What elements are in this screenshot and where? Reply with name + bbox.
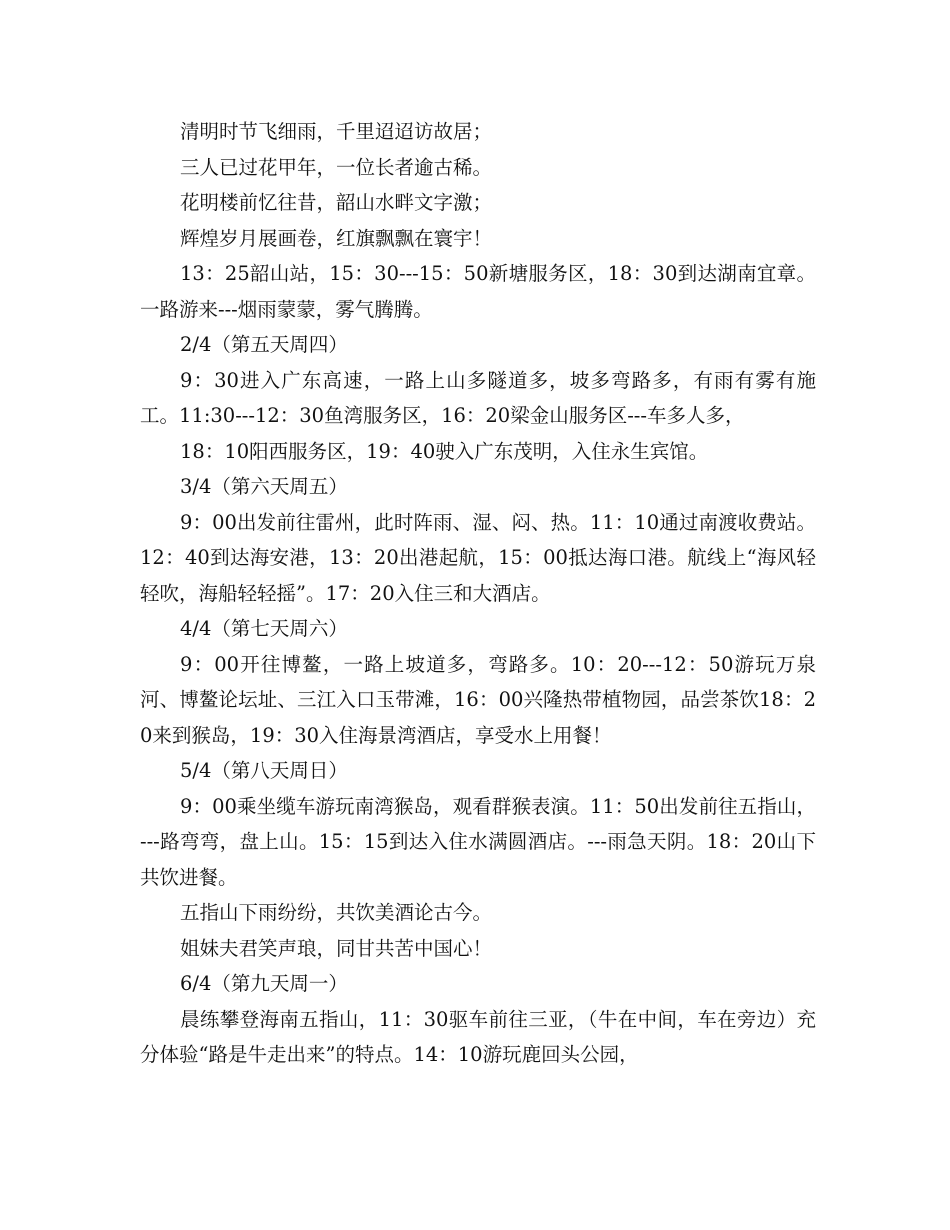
itinerary-paragraph: 18：10阳西服务区，19：40驶入广东茂明，入住永生宾馆。: [180, 439, 709, 463]
poem-line-3: 花明楼前忆往昔，韶山水畔文字激；: [180, 191, 493, 214]
day-heading: 6/4（第九天周一）: [180, 972, 348, 995]
itinerary-paragraph: 9：00出发前往雷州，此时阵雨、湿、闷、热。11：10通过南渡收费站。12：40到达海安港，13：20出港起航，15：00抵达海口港。航线上“海风轻轻吹，海船轻轻摇”。17：20入住三和大酒店。: [140, 510, 816, 605]
poem-line-5: 五指山下雨纷纷，共饮美酒论古今。: [180, 901, 493, 924]
poem-line-1: 清明时节飞细雨，千里迢迢访故居；: [180, 120, 493, 143]
poem-line-6: 姐妹夫君笑声琅，同甘共苦中国心！: [180, 936, 493, 960]
document-body: [140, 114, 816, 1073]
poem-line-2: 三人已过花甲年，一位长者逾古稀。: [180, 155, 493, 179]
itinerary-paragraph: 9：30进入广东高速，一路上山多隧道多，坡多弯路多，有雨有雾有施工。11:30---12：30鱼湾服务区，16：20梁金山服务区---车多人多，: [140, 368, 816, 427]
day-heading: 5/4（第八天周日）: [180, 759, 348, 782]
day-heading: 4/4（第七天周六）: [180, 617, 348, 640]
itinerary-paragraph: 9：00开往博鳌，一路上坡道多，弯路多。10：20---12：50游玩万泉河、博鳌论坛址、三江入口玉带滩，16：00兴隆热带植物园，品尝茶饮18：20来到猴岛，19：30入住海景湾酒店，享受水上用餐！: [140, 652, 816, 747]
day-heading: 2/4（第五天周四）: [180, 333, 348, 356]
day-heading: 3/4（第六天周五）: [180, 475, 348, 498]
itinerary-paragraph: 13：25韶山站，15：30---15：50新塘服务区，18：30到达湖南宜章。一路游来---烟雨蒙蒙，雾气腾腾。: [140, 262, 816, 321]
itinerary-paragraph: 9：00乘坐缆车游玩南湾猴岛，观看群猴表演。11：50出发前往五指山，---路弯弯，盘上山。15：15到达入住水满圆酒店。---雨急天阴。18：20山下共饮进餐。: [140, 794, 816, 889]
poem-line-4: 辉煌岁月展画卷，红旗飘飘在寰宇！: [180, 226, 493, 250]
itinerary-paragraph: 晨练攀登海南五指山，11：30驱车前往三亚，（牛在中间，车在旁边）充分体验“路是牛走出来”的特点。14：10游玩鹿回头公园，: [140, 1007, 816, 1066]
